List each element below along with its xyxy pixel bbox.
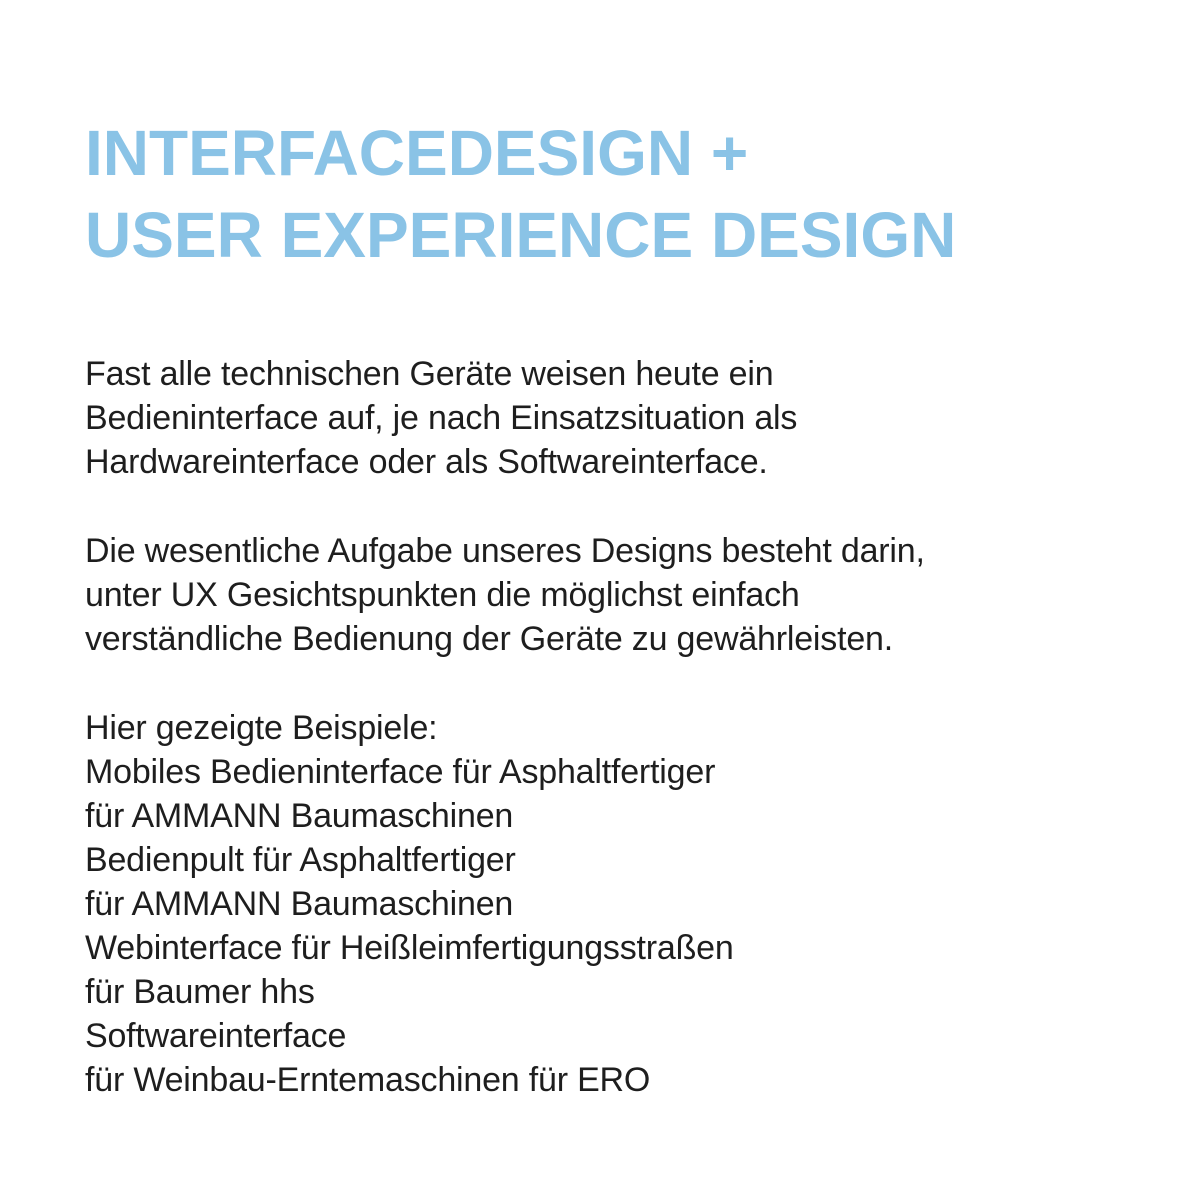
paragraph-task [85,529,1140,661]
example-item: für AMMANN Baumaschinen [85,885,514,923]
text-line: unter UX Gesichtspunkten die möglichst einfach [85,576,800,614]
text-line: Fast alle technischen Geräte weisen heute ein [85,355,774,393]
paragraph-intro [85,352,1140,484]
text-line: verständliche Bedienung der Geräte zu gewährleisten. [85,620,893,658]
text-line: Bedieninterface auf, je nach Einsatzsituation als [85,399,798,437]
example-item: für AMMANN Baumaschinen [85,797,514,835]
text-line: Hardwareinterface oder als Softwareinterface. [85,443,768,481]
page-title-line-2: USER EXPERIENCE DESIGN [85,199,957,271]
examples-label: Hier gezeigte Beispiele: [85,709,438,747]
example-item: Softwareinterface [85,1017,347,1055]
page-title [85,112,1140,276]
example-item: für Weinbau-Erntemaschinen für ERO [85,1061,651,1099]
example-item: Webinterface für Heißleimfertigungsstraßen [85,929,734,967]
paragraph-examples [85,706,1140,1102]
page-title-line-1: INTERFACEDESIGN + [85,117,749,189]
example-item: für Baumer hhs [85,973,315,1011]
example-item: Mobiles Bedieninterface für Asphaltfertiger [85,753,716,791]
body-text [85,352,1140,1102]
example-item: Bedienpult für Asphaltfertiger [85,841,516,879]
text-line: Die wesentliche Aufgabe unseres Designs besteht darin, [85,532,925,570]
